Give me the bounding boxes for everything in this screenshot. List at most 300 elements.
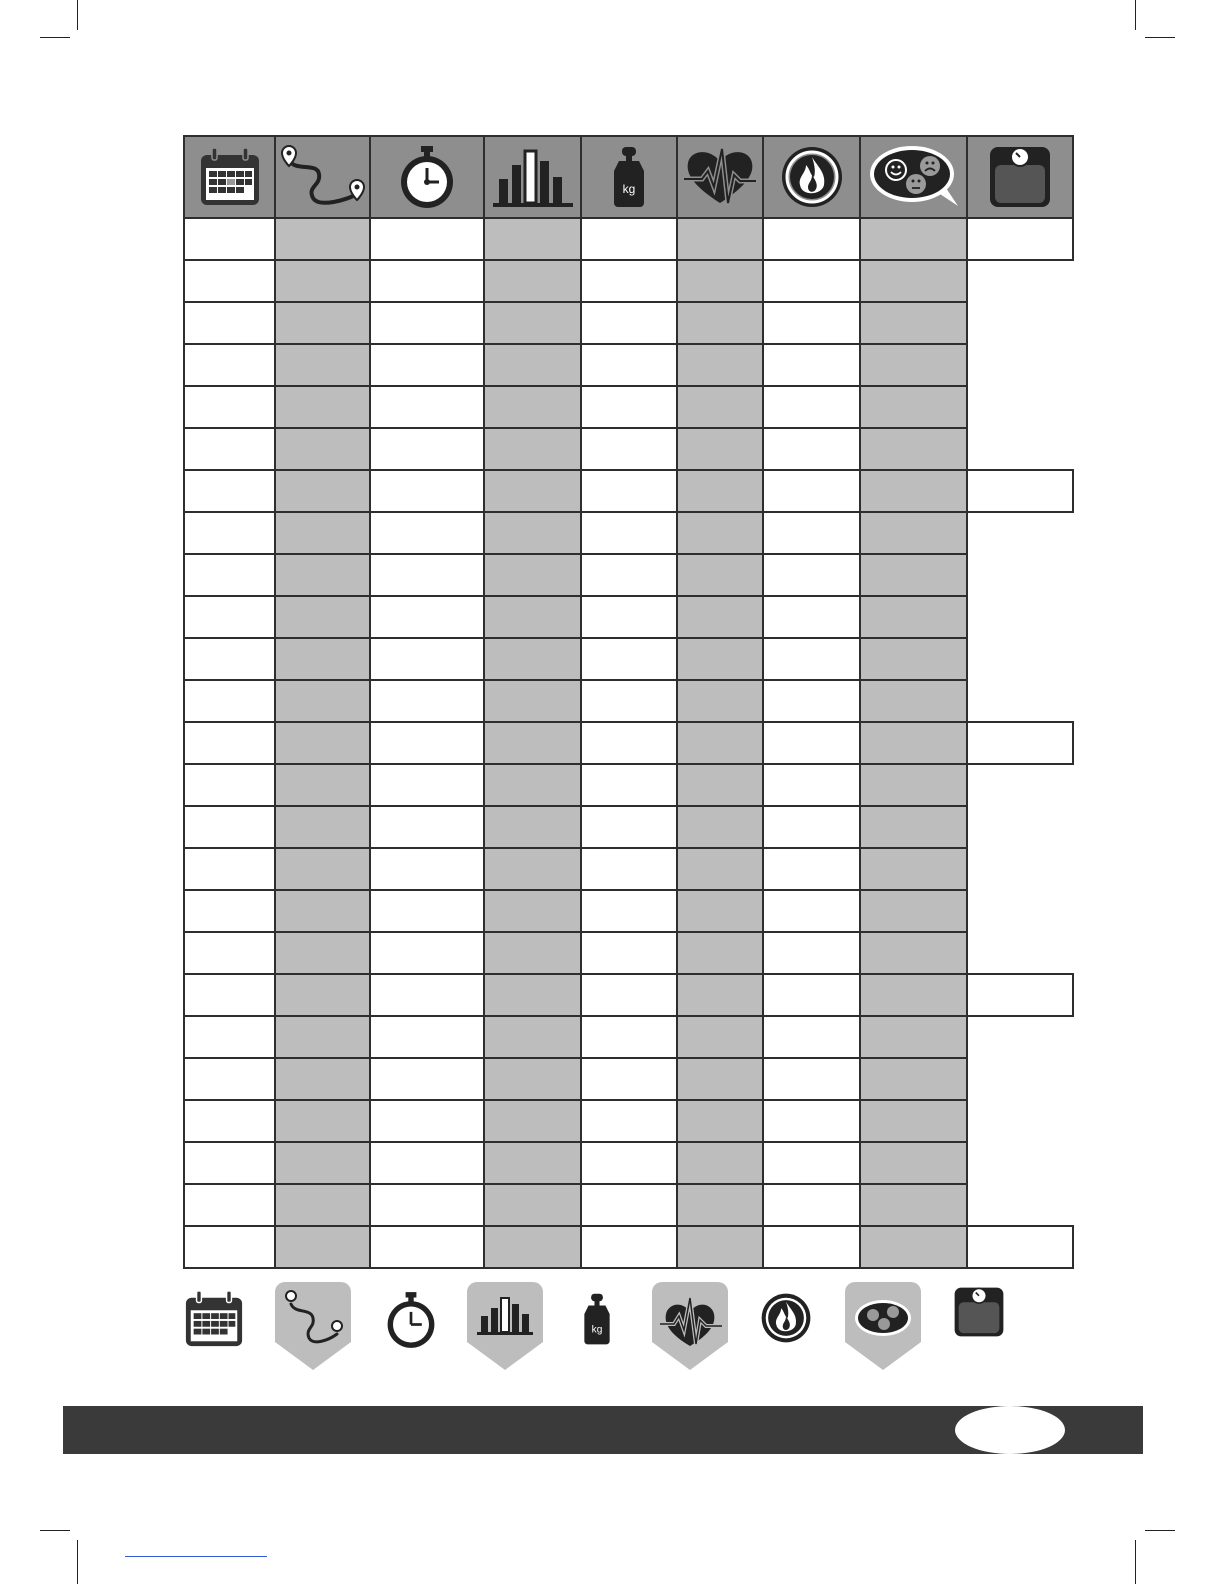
bar-chart-icon — [467, 1282, 543, 1372]
level-cell[interactable] — [484, 1100, 581, 1142]
weight-cell[interactable] — [581, 806, 677, 848]
date-cell[interactable] — [184, 218, 275, 260]
heart-rate-cell[interactable] — [677, 596, 763, 638]
mood-cell[interactable] — [860, 386, 967, 428]
mood-cell[interactable] — [860, 302, 967, 344]
level-cell[interactable] — [484, 344, 581, 386]
empty-cell — [967, 806, 1073, 848]
calories-cell[interactable] — [763, 428, 860, 470]
mood-cell[interactable] — [860, 554, 967, 596]
level-cell[interactable] — [484, 218, 581, 260]
weight-cell[interactable] — [581, 764, 677, 806]
date-cell[interactable] — [184, 470, 275, 512]
crop-mark — [1135, 1540, 1136, 1584]
bar-chart-icon — [489, 145, 577, 209]
date-cell[interactable] — [184, 1100, 275, 1142]
heart-rate-cell[interactable] — [677, 1142, 763, 1184]
mood-cell[interactable] — [860, 722, 967, 764]
table-row — [184, 1100, 1073, 1142]
table-row — [184, 764, 1073, 806]
calories-cell[interactable] — [763, 680, 860, 722]
table-row — [184, 722, 1073, 764]
stopwatch-icon — [397, 144, 457, 210]
weight-cell[interactable] — [581, 344, 677, 386]
time-cell[interactable] — [370, 470, 484, 512]
weight-icon — [609, 145, 649, 209]
table-row — [184, 1142, 1073, 1184]
weight-cell[interactable] — [581, 1226, 677, 1268]
crop-mark — [77, 1540, 78, 1584]
level-cell[interactable] — [484, 974, 581, 1016]
weight-cell[interactable] — [581, 512, 677, 554]
header-stopwatch — [370, 136, 484, 218]
weight-cell[interactable] — [581, 974, 677, 1016]
heart-rate-cell[interactable] — [677, 680, 763, 722]
header-row — [184, 136, 1073, 218]
scale-cell[interactable] — [967, 470, 1073, 512]
flame-icon — [780, 145, 844, 209]
heart-rate-cell[interactable] — [677, 932, 763, 974]
legend-calories — [760, 1282, 836, 1372]
distance-cell[interactable] — [275, 1142, 370, 1184]
header-mood — [860, 136, 967, 218]
calories-cell[interactable] — [763, 722, 860, 764]
heart-rate-cell[interactable] — [677, 554, 763, 596]
route-icon — [277, 142, 369, 212]
level-cell[interactable] — [484, 1142, 581, 1184]
legend-route — [275, 1282, 351, 1372]
calories-cell[interactable] — [763, 638, 860, 680]
level-cell[interactable] — [484, 260, 581, 302]
heart-rate-cell[interactable] — [677, 512, 763, 554]
empty-cell — [967, 302, 1073, 344]
level-cell[interactable] — [484, 848, 581, 890]
heart-rate-cell[interactable] — [677, 470, 763, 512]
empty-cell — [967, 428, 1073, 470]
crop-mark — [1135, 0, 1136, 30]
empty-cell — [967, 596, 1073, 638]
calories-cell[interactable] — [763, 764, 860, 806]
heart-rate-icon — [682, 145, 758, 209]
mood-cell[interactable] — [860, 1016, 967, 1058]
scale-cell[interactable] — [967, 974, 1073, 1016]
date-cell[interactable] — [184, 932, 275, 974]
mood-cell[interactable] — [860, 890, 967, 932]
table-row — [184, 1016, 1073, 1058]
empty-cell — [967, 890, 1073, 932]
date-cell[interactable] — [184, 848, 275, 890]
distance-cell[interactable] — [275, 764, 370, 806]
empty-cell — [967, 554, 1073, 596]
time-cell[interactable] — [370, 302, 484, 344]
legend-bar-chart — [467, 1282, 543, 1372]
date-cell[interactable] — [184, 302, 275, 344]
calories-cell[interactable] — [763, 890, 860, 932]
table-row — [184, 806, 1073, 848]
heart-rate-cell[interactable] — [677, 848, 763, 890]
time-cell[interactable] — [370, 764, 484, 806]
weight-cell[interactable] — [581, 302, 677, 344]
page-number-badge — [955, 1406, 1065, 1454]
weight-cell[interactable] — [581, 554, 677, 596]
time-cell[interactable] — [370, 1016, 484, 1058]
mood-cell[interactable] — [860, 470, 967, 512]
time-cell[interactable] — [370, 428, 484, 470]
legend-mood — [845, 1282, 921, 1372]
distance-cell[interactable] — [275, 218, 370, 260]
mood-cell[interactable] — [860, 260, 967, 302]
time-cell[interactable] — [370, 806, 484, 848]
legend-calendar — [183, 1282, 259, 1372]
table-row — [184, 554, 1073, 596]
date-cell[interactable] — [184, 386, 275, 428]
legend-stopwatch — [384, 1282, 460, 1372]
calories-cell[interactable] — [763, 218, 860, 260]
heart-rate-cell[interactable] — [677, 806, 763, 848]
table-row — [184, 638, 1073, 680]
level-cell[interactable] — [484, 638, 581, 680]
weight-cell[interactable] — [581, 1058, 677, 1100]
distance-cell[interactable] — [275, 302, 370, 344]
icon-legend — [0, 1282, 1224, 1372]
level-cell[interactable] — [484, 512, 581, 554]
table-row — [184, 428, 1073, 470]
mood-cell[interactable] — [860, 1184, 967, 1226]
heart-rate-cell[interactable] — [677, 764, 763, 806]
weight-cell[interactable] — [581, 596, 677, 638]
empty-cell — [967, 1016, 1073, 1058]
crop-mark — [40, 37, 70, 38]
header-scale — [967, 136, 1073, 218]
calories-cell[interactable] — [763, 1100, 860, 1142]
mood-cell[interactable] — [860, 848, 967, 890]
calories-cell[interactable] — [763, 596, 860, 638]
level-cell[interactable] — [484, 806, 581, 848]
header-calendar — [184, 136, 275, 218]
level-cell[interactable] — [484, 386, 581, 428]
weight-cell[interactable] — [581, 722, 677, 764]
weight-cell[interactable] — [581, 1100, 677, 1142]
time-cell[interactable] — [370, 1142, 484, 1184]
legend-weight — [580, 1282, 656, 1372]
mood-cell[interactable] — [860, 1100, 967, 1142]
calendar-icon — [198, 146, 262, 208]
time-cell[interactable] — [370, 638, 484, 680]
time-cell[interactable] — [370, 932, 484, 974]
table-row — [184, 1058, 1073, 1100]
date-cell[interactable] — [184, 512, 275, 554]
calendar-icon — [183, 1288, 245, 1350]
time-cell[interactable] — [370, 386, 484, 428]
header-heart-rate — [677, 136, 763, 218]
legend-scale — [953, 1282, 1029, 1372]
calories-cell[interactable] — [763, 470, 860, 512]
table-row — [184, 848, 1073, 890]
mood-cell[interactable] — [860, 1226, 967, 1268]
empty-cell — [967, 932, 1073, 974]
calories-cell[interactable] — [763, 260, 860, 302]
level-cell[interactable] — [484, 554, 581, 596]
weight-cell[interactable] — [581, 932, 677, 974]
training-log-table — [183, 135, 1074, 1269]
calories-cell[interactable] — [763, 386, 860, 428]
heart-rate-cell[interactable] — [677, 302, 763, 344]
svg-text:kg: kg — [591, 1324, 603, 1336]
empty-cell — [967, 260, 1073, 302]
mood-cell[interactable] — [860, 806, 967, 848]
distance-cell[interactable] — [275, 848, 370, 890]
distance-cell[interactable] — [275, 680, 370, 722]
weight-cell[interactable] — [581, 638, 677, 680]
table-row — [184, 470, 1073, 512]
link-underline — [125, 1556, 267, 1557]
table-row — [184, 680, 1073, 722]
distance-cell[interactable] — [275, 1226, 370, 1268]
date-cell[interactable] — [184, 344, 275, 386]
weight-cell[interactable] — [581, 1016, 677, 1058]
table-row — [184, 218, 1073, 260]
level-cell[interactable] — [484, 722, 581, 764]
distance-cell[interactable] — [275, 974, 370, 1016]
weight-icon — [580, 1292, 614, 1346]
distance-cell[interactable] — [275, 932, 370, 974]
mood-cell[interactable] — [860, 512, 967, 554]
distance-cell[interactable] — [275, 596, 370, 638]
bathroom-scale-icon — [988, 145, 1052, 209]
header-weight — [581, 136, 677, 218]
empty-cell — [967, 638, 1073, 680]
heart-rate-cell[interactable] — [677, 974, 763, 1016]
mood-cell[interactable] — [860, 428, 967, 470]
distance-cell[interactable] — [275, 1016, 370, 1058]
crop-mark — [40, 1530, 70, 1531]
mood-faces-icon — [866, 142, 962, 212]
table-row — [184, 260, 1073, 302]
mood-cell[interactable] — [860, 680, 967, 722]
level-cell[interactable] — [484, 1016, 581, 1058]
time-cell[interactable] — [370, 218, 484, 260]
level-cell[interactable] — [484, 596, 581, 638]
level-cell[interactable] — [484, 890, 581, 932]
level-cell[interactable] — [484, 932, 581, 974]
level-cell[interactable] — [484, 764, 581, 806]
empty-cell — [967, 1142, 1073, 1184]
header-bar-chart — [484, 136, 581, 218]
time-cell[interactable] — [370, 974, 484, 1016]
date-cell[interactable] — [184, 680, 275, 722]
heart-rate-cell[interactable] — [677, 1100, 763, 1142]
time-cell[interactable] — [370, 260, 484, 302]
heart-rate-cell[interactable] — [677, 218, 763, 260]
table-row — [184, 344, 1073, 386]
time-cell[interactable] — [370, 512, 484, 554]
empty-cell — [967, 1100, 1073, 1142]
date-cell[interactable] — [184, 806, 275, 848]
calories-cell[interactable] — [763, 512, 860, 554]
calories-cell[interactable] — [763, 1058, 860, 1100]
level-cell[interactable] — [484, 302, 581, 344]
time-cell[interactable] — [370, 1226, 484, 1268]
distance-cell[interactable] — [275, 890, 370, 932]
distance-cell[interactable] — [275, 428, 370, 470]
time-cell[interactable] — [370, 848, 484, 890]
time-cell[interactable] — [370, 680, 484, 722]
bathroom-scale-icon — [953, 1286, 1005, 1338]
empty-cell — [967, 1058, 1073, 1100]
time-cell[interactable] — [370, 890, 484, 932]
level-cell[interactable] — [484, 428, 581, 470]
table-row — [184, 302, 1073, 344]
date-cell[interactable] — [184, 1184, 275, 1226]
calories-cell[interactable] — [763, 1016, 860, 1058]
mood-faces-icon — [845, 1282, 921, 1372]
weight-cell[interactable] — [581, 1142, 677, 1184]
date-cell[interactable] — [184, 554, 275, 596]
weight-cell[interactable] — [581, 848, 677, 890]
heart-rate-cell[interactable] — [677, 890, 763, 932]
scale-cell[interactable] — [967, 722, 1073, 764]
empty-cell — [967, 848, 1073, 890]
date-cell[interactable] — [184, 1058, 275, 1100]
table-row — [184, 932, 1073, 974]
heart-rate-cell[interactable] — [677, 260, 763, 302]
date-cell[interactable] — [184, 428, 275, 470]
time-cell[interactable] — [370, 1058, 484, 1100]
heart-rate-cell[interactable] — [677, 428, 763, 470]
table-row — [184, 890, 1073, 932]
scale-cell[interactable] — [967, 1226, 1073, 1268]
table-row — [184, 512, 1073, 554]
header-calories — [763, 136, 860, 218]
weight-cell[interactable] — [581, 1184, 677, 1226]
distance-cell[interactable] — [275, 1184, 370, 1226]
heart-rate-cell[interactable] — [677, 1058, 763, 1100]
svg-text:kg: kg — [622, 182, 636, 196]
distance-cell[interactable] — [275, 344, 370, 386]
calories-cell[interactable] — [763, 1226, 860, 1268]
crop-mark — [77, 0, 78, 30]
crop-mark — [1145, 1530, 1175, 1531]
weight-cell[interactable] — [581, 890, 677, 932]
calories-cell[interactable] — [763, 302, 860, 344]
weight-cell[interactable] — [581, 470, 677, 512]
heart-rate-cell[interactable] — [677, 722, 763, 764]
level-cell[interactable] — [484, 680, 581, 722]
mood-cell[interactable] — [860, 218, 967, 260]
calories-cell[interactable] — [763, 848, 860, 890]
table-row — [184, 1184, 1073, 1226]
calories-cell[interactable] — [763, 1184, 860, 1226]
distance-cell[interactable] — [275, 470, 370, 512]
calories-cell[interactable] — [763, 554, 860, 596]
mood-cell[interactable] — [860, 974, 967, 1016]
distance-cell[interactable] — [275, 554, 370, 596]
mood-cell[interactable] — [860, 1058, 967, 1100]
weight-cell[interactable] — [581, 386, 677, 428]
heart-rate-cell[interactable] — [677, 638, 763, 680]
level-cell[interactable] — [484, 1184, 581, 1226]
date-cell[interactable] — [184, 1016, 275, 1058]
empty-cell — [967, 386, 1073, 428]
date-cell[interactable] — [184, 596, 275, 638]
header-route — [275, 136, 370, 218]
mood-cell[interactable] — [860, 596, 967, 638]
distance-cell[interactable] — [275, 638, 370, 680]
empty-cell — [967, 680, 1073, 722]
calories-cell[interactable] — [763, 344, 860, 386]
calories-cell[interactable] — [763, 974, 860, 1016]
flame-icon — [760, 1292, 812, 1344]
scale-cell[interactable] — [967, 218, 1073, 260]
time-cell[interactable] — [370, 344, 484, 386]
weight-cell[interactable] — [581, 260, 677, 302]
empty-cell — [967, 764, 1073, 806]
date-cell[interactable] — [184, 1226, 275, 1268]
date-cell[interactable] — [184, 890, 275, 932]
distance-cell[interactable] — [275, 1058, 370, 1100]
table-row — [184, 386, 1073, 428]
mood-cell[interactable] — [860, 764, 967, 806]
date-cell[interactable] — [184, 974, 275, 1016]
route-icon — [275, 1282, 351, 1372]
weight-cell[interactable] — [581, 218, 677, 260]
time-cell[interactable] — [370, 596, 484, 638]
table-row — [184, 974, 1073, 1016]
empty-cell — [967, 344, 1073, 386]
heart-rate-cell[interactable] — [677, 344, 763, 386]
mood-cell[interactable] — [860, 638, 967, 680]
table-row — [184, 596, 1073, 638]
date-cell[interactable] — [184, 260, 275, 302]
mood-cell[interactable] — [860, 1142, 967, 1184]
weight-cell[interactable] — [581, 428, 677, 470]
date-cell[interactable] — [184, 638, 275, 680]
distance-cell[interactable] — [275, 1100, 370, 1142]
date-cell[interactable] — [184, 1142, 275, 1184]
empty-cell — [967, 1184, 1073, 1226]
level-cell[interactable] — [484, 1058, 581, 1100]
calories-cell[interactable] — [763, 806, 860, 848]
empty-cell — [967, 512, 1073, 554]
date-cell[interactable] — [184, 764, 275, 806]
distance-cell[interactable] — [275, 260, 370, 302]
heart-rate-cell[interactable] — [677, 1016, 763, 1058]
stopwatch-icon — [384, 1290, 438, 1350]
heart-rate-cell[interactable] — [677, 386, 763, 428]
level-cell[interactable] — [484, 470, 581, 512]
distance-cell[interactable] — [275, 386, 370, 428]
weight-cell[interactable] — [581, 680, 677, 722]
calories-cell[interactable] — [763, 932, 860, 974]
calories-cell[interactable] — [763, 1142, 860, 1184]
mood-cell[interactable] — [860, 932, 967, 974]
crop-mark — [1145, 37, 1175, 38]
mood-cell[interactable] — [860, 344, 967, 386]
heart-rate-cell[interactable] — [677, 1184, 763, 1226]
date-cell[interactable] — [184, 722, 275, 764]
time-cell[interactable] — [370, 1184, 484, 1226]
heart-rate-icon — [652, 1282, 728, 1372]
legend-heart-rate — [652, 1282, 728, 1372]
level-cell[interactable] — [484, 1226, 581, 1268]
time-cell[interactable] — [370, 722, 484, 764]
heart-rate-cell[interactable] — [677, 1226, 763, 1268]
time-cell[interactable] — [370, 554, 484, 596]
time-cell[interactable] — [370, 1100, 484, 1142]
distance-cell[interactable] — [275, 806, 370, 848]
distance-cell[interactable] — [275, 512, 370, 554]
distance-cell[interactable] — [275, 722, 370, 764]
